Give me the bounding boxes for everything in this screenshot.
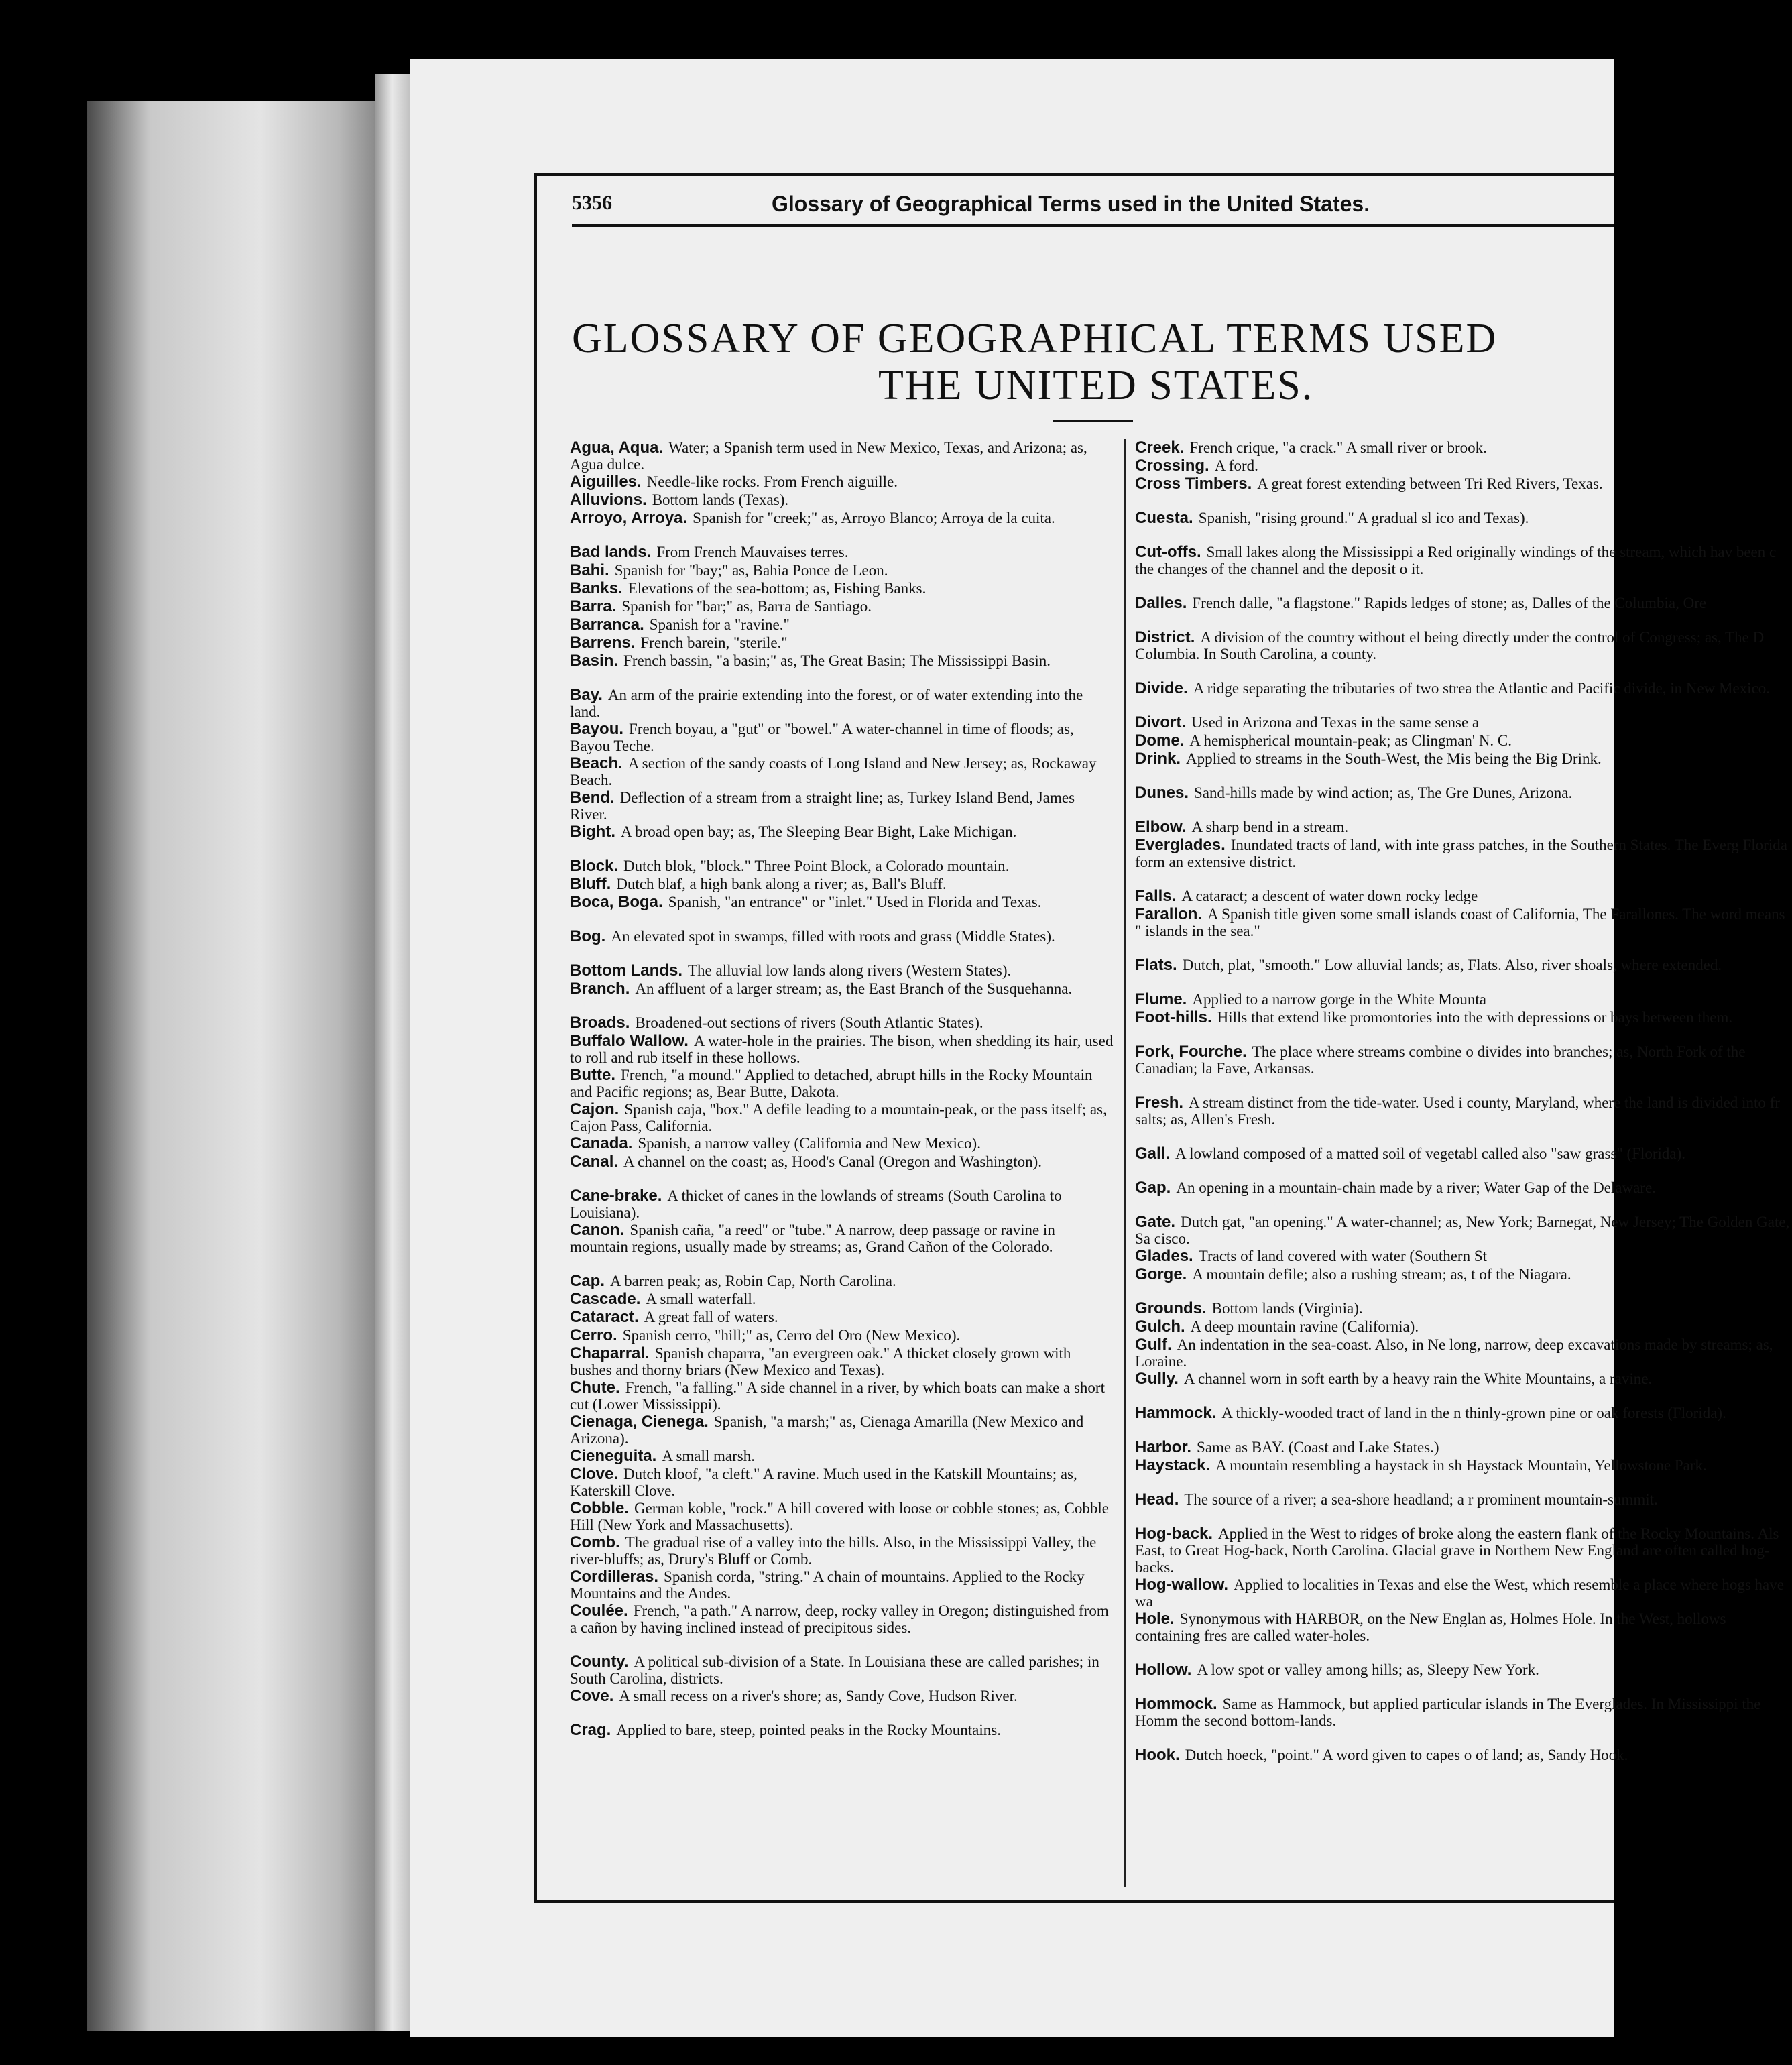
column-divider [1124, 439, 1126, 1887]
glossary-term: Gulf. [1135, 1336, 1172, 1354]
glossary-term: Cane-brake. [570, 1187, 662, 1205]
glossary-term: Hog-back. [1135, 1525, 1213, 1543]
glossary-entry [570, 598, 1114, 616]
glossary-term: Foot-hills. [1135, 1008, 1212, 1026]
glossary-entry [1135, 457, 1792, 475]
glossary-entry [1135, 1336, 1792, 1370]
glossary-term: Aiguilles. [570, 473, 642, 491]
glossary-entry [570, 858, 1114, 876]
glossary-definition: A lowland composed of a matted soil of vegetabl called also "saw grass" (Florida). [1175, 1145, 1686, 1162]
glossary-term: Dalles. [1135, 594, 1187, 612]
glossary-entry [1135, 1248, 1792, 1266]
glossary-definition: Same as BAY. (Coast and Lake States.) [1197, 1439, 1439, 1456]
glossary-definition: A channel worn in soft earth by a heavy rain the White Mountains, a ravine. [1183, 1370, 1653, 1387]
glossary-entry [570, 544, 1114, 562]
glossary-entry [1135, 991, 1792, 1009]
glossary-definition: Dutch, plat, "smooth." Low alluvial lands; as, Flats. Also, river shoals, where extended. [1182, 957, 1722, 973]
glossary-term: Buffalo Wallow. [570, 1032, 689, 1050]
glossary-entry [570, 580, 1114, 598]
glossary-entry [570, 823, 1114, 858]
glossary-definition: Applied to localities in Texas and else the West, which resemble a place where hogs have wa [1135, 1576, 1784, 1610]
glossary-definition: An arm of the prairie extending into the forest, or of water extending into the land. [570, 687, 1083, 720]
glossary-term: Flume. [1135, 990, 1187, 1008]
glossary-definition: Spanish for "creek;" as, Arroyo Blanco; Arroya de la cuita. [693, 510, 1055, 526]
glossary-term: Fork, Fourche. [1135, 1043, 1247, 1061]
glossary-term: District. [1135, 628, 1195, 646]
glossary-definition: French bassin, "a basin;" as, The Great Basin; The Mississippi Basin. [623, 652, 1051, 669]
glossary-term: Crag. [570, 1721, 611, 1739]
glossary-definition: French, "a mound." Applied to detached, abrupt hills in the Rocky Mountain and Pacific regions; as, Bear Butte, Dakota. [570, 1067, 1093, 1100]
glossary-term: Coulée. [570, 1602, 628, 1620]
glossary-entry [1135, 714, 1792, 732]
glossary-entry [570, 1187, 1114, 1222]
glossary-term: Chaparral. [570, 1344, 650, 1362]
glossary-entry [1135, 1370, 1792, 1405]
glossary-entry [570, 491, 1114, 510]
glossary-entry [1135, 1439, 1792, 1457]
glossary-entry [570, 1101, 1114, 1135]
glossary-entry [570, 962, 1114, 980]
left-column [570, 439, 1114, 1740]
glossary-definition: A deep mountain ravine (California). [1190, 1318, 1419, 1335]
glossary-term: Harbor. [1135, 1438, 1192, 1456]
glossary-definition: Sand-hills made by wind action; as, The Gre Dunes, Arizona. [1194, 784, 1573, 801]
glossary-term: Cascade. [570, 1290, 641, 1308]
glossary-definition: Elevations of the sea-bottom; as, Fishing Banks. [628, 580, 927, 597]
glossary-term: Alluvions. [570, 491, 647, 509]
glossary-definition: A ridge separating the tributaries of two strea the Atlantic and Pacific divide, in New Mexico. [1193, 680, 1771, 697]
glossary-term: Bog. [570, 927, 606, 945]
glossary-definition: A stream distinct from the tide-water. Used i county, Maryland, where the land is divided into fr salts; as, Allen's Fresh. [1135, 1094, 1780, 1128]
glossary-term: County. [570, 1653, 629, 1671]
glossary-definition: Dutch blok, "block." Three Point Block, a Colorado mountain. [623, 858, 1010, 874]
glossary-term: Gall. [1135, 1144, 1171, 1163]
glossary-definition: An affluent of a larger stream; as, the East Branch of the Susquehanna. [635, 980, 1073, 997]
glossary-entry [570, 1653, 1114, 1688]
glossary-definition: French boyau, a "gut" or "bowel." A water-channel in time of floods; as, Bayou Teche. [570, 721, 1074, 754]
glossary-term: Chute. [570, 1378, 620, 1397]
glossary-definition: A small marsh. [662, 1448, 755, 1464]
glossary-definition: A mountain resembling a haystack in sh Haystack Mountain, Yellowstone Park. [1215, 1457, 1707, 1474]
glossary-entry [570, 687, 1114, 721]
glossary-definition: Bottom lands (Texas). [652, 491, 789, 508]
glossary-entry [1135, 957, 1792, 991]
glossary-definition: Applied to bare, steep, pointed peaks in the Rocky Mountains. [616, 1722, 1001, 1738]
glossary-term: Crossing. [1135, 457, 1209, 475]
glossary-entry [570, 439, 1114, 473]
glossary-term: Barra. [570, 597, 617, 615]
glossary-definition: Spanish chaparra, "an evergreen oak." A thicket closely grown with bushes and thorny briars (New Mexico and Texas). [570, 1345, 1071, 1378]
glossary-definition: Water; a Spanish term used in New Mexico, Texas, and Arizona; as, Agua dulce. [570, 439, 1087, 473]
glossary-entry [570, 1327, 1114, 1345]
glossary-entry [570, 1722, 1114, 1740]
glossary-term: Falls. [1135, 887, 1177, 905]
glossary-entry [570, 1448, 1114, 1466]
glossary-term: Glades. [1135, 1247, 1193, 1265]
glossary-definition: Tracts of land covered with water (Southern St [1198, 1248, 1488, 1264]
glossary-term: Bay. [570, 686, 603, 704]
glossary-definition: French dalle, "a flagstone." Rapids ledges of stone; as, Dalles of the Columbia, Ore [1192, 595, 1707, 611]
glossary-definition: A hemispherical mountain-peak; as Clingman' N. C. [1189, 732, 1512, 749]
glossary-term: Canal. [570, 1153, 619, 1171]
glossary-title-line-2: THE UNITED STATES. [878, 363, 1314, 408]
glossary-entry [1135, 1300, 1792, 1318]
title-rule [1053, 420, 1133, 422]
glossary-term: Divort. [1135, 713, 1187, 731]
glossary-term: Bahi. [570, 561, 609, 579]
glossary-entry [1135, 1043, 1792, 1094]
glossary-term: Bight. [570, 823, 615, 841]
glossary-entry [1135, 750, 1792, 784]
glossary-term: Bad lands. [570, 543, 652, 561]
glossary-term: Barrens. [570, 634, 636, 652]
glossary-entry [1135, 1405, 1792, 1439]
glossary-entry [1135, 1214, 1792, 1248]
glossary-entry [1135, 1457, 1792, 1491]
glossary-definition: Inundated tracts of land, with inte grass patches, in the Southern States. The Everg Florida form an extensive district. [1135, 837, 1787, 870]
glossary-definition: Dutch hoeck, "point." A word given to capes o of land; as, Sandy Hook. [1185, 1747, 1628, 1763]
glossary-entry [570, 876, 1114, 894]
glossary-entry [1135, 1266, 1792, 1300]
glossary-term: Canon. [570, 1221, 625, 1239]
glossary-entry [570, 789, 1114, 823]
glossary-definition: An elevated spot in swamps, filled with roots and grass (Middle States). [611, 928, 1055, 945]
glossary-entry [570, 894, 1114, 928]
glossary-entry [1135, 784, 1792, 819]
glossary-definition: An indentation in the sea-coast. Also, in Ne long, narrow, deep excavations made by streams; as, Loraine. [1135, 1336, 1773, 1370]
glossary-term: Gorge. [1135, 1265, 1187, 1283]
glossary-definition: Broadened-out sections of rivers (South Atlantic States). [635, 1014, 983, 1031]
glossary-entry [570, 1568, 1114, 1602]
glossary-definition: From French Mauvaises terres. [656, 544, 849, 560]
glossary-definition: A thickly-wooded tract of land in the n thinly-grown pine or oak forests (Florida). [1221, 1405, 1726, 1421]
glossary-definition: A great fall of waters. [644, 1309, 778, 1325]
glossary-entry [1135, 510, 1792, 544]
glossary-term: Bend. [570, 788, 615, 807]
glossary-entry [1135, 1576, 1792, 1610]
glossary-definition: Spanish caña, "a reed" or "tube." A narrow, deep passage or ravine in mountain regions, usually made by streams; as, Grand Cañon of the Colorado. [570, 1222, 1055, 1255]
glossary-term: Hook. [1135, 1746, 1180, 1764]
glossary-definition: Same as Hammock, but applied particular islands in The Everglades. In Mississippi the Homm the second bottom-lands. [1135, 1696, 1761, 1729]
glossary-entry [1135, 475, 1792, 510]
glossary-definition: A barren peak; as, Robin Cap, North Carolina. [610, 1273, 896, 1289]
glossary-entry [570, 1500, 1114, 1534]
glossary-term: Bluff. [570, 875, 611, 893]
glossary-definition: A division of the country without el being directly under the control of Congress; as, The D Columbia. In South Carolina, a county. [1135, 629, 1765, 662]
glossary-definition: A Spanish title given some small islands coast of California, The Farallones. The word means " islands in the sea." [1135, 906, 1785, 939]
glossary-term: Grounds. [1135, 1299, 1207, 1317]
glossary-entry [1135, 819, 1792, 837]
glossary-term: Cap. [570, 1272, 605, 1290]
glossary-entry [570, 1032, 1114, 1067]
glossary-definition: Spanish cerro, "hill;" as, Cerro del Oro (New Mexico). [622, 1327, 961, 1344]
running-header [572, 192, 1614, 227]
glossary-term: Dome. [1135, 731, 1185, 750]
glossary-definition: Dutch kloof, "a cleft." A ravine. Much used in the Katskill Mountains; as, Katerskill Clove. [570, 1466, 1077, 1499]
glossary-entry [570, 980, 1114, 1014]
glossary-term: Cienaga, Cienega. [570, 1413, 709, 1431]
glossary-term: Clove. [570, 1465, 619, 1483]
glossary-term: Flats. [1135, 956, 1177, 974]
glossary-term: Hog-wallow. [1135, 1576, 1229, 1594]
glossary-entry [570, 1379, 1114, 1413]
glossary-term: Agua, Aqua. [570, 438, 664, 457]
glossary-term: Cerro. [570, 1326, 617, 1344]
glossary-entry [570, 1067, 1114, 1101]
glossary-definition: A political sub-division of a State. In Louisiana these are called parishes; in South Carolina, districts. [570, 1653, 1099, 1687]
glossary-term: Block. [570, 857, 619, 875]
glossary-term: Hammock. [1135, 1404, 1217, 1422]
glossary-definition: Needle-like rocks. From French aiguille. [646, 473, 898, 490]
glossary-definition: French, "a path." A narrow, deep, rocky valley in Oregon; distinguished from a cañon by having inclined instead of precipitous sides. [570, 1602, 1109, 1636]
binding-gutter [87, 101, 402, 2031]
glossary-term: Cataract. [570, 1308, 639, 1326]
glossary-definition: A small waterfall. [646, 1291, 756, 1307]
glossary-entry [570, 721, 1114, 755]
glossary-definition: The source of a river; a sea-shore headland; a r prominent mountain-summit. [1184, 1491, 1658, 1508]
glossary-definition: A small recess on a river's shore; as, Sandy Cove, Hudson River. [619, 1688, 1018, 1704]
glossary-definition: Deflection of a stream from a straight line; as, Turkey Island Bend, James River. [570, 789, 1075, 823]
glossary-term: Cross Timbers. [1135, 475, 1252, 493]
glossary-entry [1135, 837, 1792, 888]
glossary-term: Drink. [1135, 750, 1181, 768]
glossary-definition: Applied in the West to ridges of broke along the eastern flank of the Rocky Mountains. Als East, to Great Hog-back, North Carolina. Glacial grave in Northern New England are often called hog-backs. [1135, 1525, 1779, 1576]
glossary-term: Beach. [570, 754, 623, 772]
glossary-entry [570, 510, 1114, 544]
glossary-term: Branch. [570, 980, 630, 998]
glossary-term: Gulch. [1135, 1317, 1185, 1336]
glossary-term: Hole. [1135, 1610, 1175, 1628]
glossary-entry [1135, 888, 1792, 906]
glossary-entry [570, 1222, 1114, 1273]
glossary-entry [570, 1309, 1114, 1327]
glossary-definition: The alluvial low lands along rivers (Western States). [688, 962, 1012, 979]
glossary-term: Cut-offs. [1135, 543, 1201, 561]
glossary-definition: Spanish for "bay;" as, Bahia Ponce de Leon. [614, 562, 888, 579]
glossary-term: Bayou. [570, 720, 624, 738]
glossary-entry [1135, 629, 1792, 680]
glossary-entry [570, 1153, 1114, 1187]
glossary-term: Hommock. [1135, 1695, 1217, 1713]
glossary-definition: Spanish caja, "box." A defile leading to a mountain-peak, or the pass itself; as, Cajon Pass, California. [570, 1101, 1107, 1134]
glossary-definition: Synonymous with HARBOR, on the New Englan as, Holmes Hole. In the West, hollows containing fres are called water-holes. [1135, 1610, 1726, 1644]
glossary-term: Creek. [1135, 438, 1185, 457]
glossary-term: Cajon. [570, 1100, 619, 1118]
glossary-definition: A ford. [1214, 457, 1258, 474]
glossary-entry [570, 1345, 1114, 1379]
glossary-entry [1135, 1747, 1792, 1781]
page-number: 5356 [572, 192, 612, 214]
glossary-definition: Spanish, "an entrance" or "inlet." Used in Florida and Texas. [668, 894, 1042, 910]
glossary-definition: Spanish for a "ravine." [649, 616, 790, 633]
glossary-term: Gully. [1135, 1370, 1179, 1388]
glossary-term: Basin. [570, 652, 619, 670]
glossary-entry [570, 1466, 1114, 1500]
glossary-entry [1135, 439, 1792, 457]
glossary-term: Cordilleras. [570, 1568, 659, 1586]
glossary-entry [570, 1602, 1114, 1653]
glossary-entry [570, 1273, 1114, 1291]
glossary-entry [570, 1014, 1114, 1032]
glossary-definition: A low spot or valley among hills; as, Sleepy New York. [1197, 1661, 1539, 1678]
glossary-entry [1135, 1145, 1792, 1179]
glossary-definition: Used in Arizona and Texas in the same sense a [1191, 714, 1480, 731]
glossary-definition: Bottom lands (Virginia). [1211, 1300, 1363, 1317]
glossary-entry [1135, 1179, 1792, 1214]
glossary-term: Elbow. [1135, 818, 1187, 836]
glossary-definition: Small lakes along the Mississippi a Red originally windings of the stream, which hav been c the changes of the channel and the deposit o it. [1135, 544, 1777, 577]
glossary-entry [1135, 906, 1792, 957]
glossary-term: Head. [1135, 1490, 1179, 1509]
glossary-definition: A water-hole in the prairies. The bison, when shedding its hair, used to roll and rub itself in these hollows. [570, 1032, 1114, 1066]
glossary-entry [570, 634, 1114, 652]
glossary-term: Divide. [1135, 679, 1188, 697]
glossary-definition: French, "a falling." A side channel in a river, by which boats can make a short cut (Lower Mississippi). [570, 1379, 1105, 1413]
glossary-term: Haystack. [1135, 1456, 1211, 1474]
glossary-term: Gap. [1135, 1179, 1171, 1197]
glossary-definition: Spanish for "bar;" as, Barra de Santiago. [621, 598, 872, 615]
glossary-definition: Hills that extend like promontories into the with depressions or bays between them. [1217, 1009, 1733, 1026]
glossary-term: Broads. [570, 1014, 630, 1032]
glossary-definition: The gradual rise of a valley into the hills. Also, in the Mississippi Valley, the river-bluffs; as, Drury's Bluff or Comb. [570, 1534, 1097, 1568]
right-column [1135, 438, 1790, 1781]
glossary-entry [1135, 1696, 1792, 1747]
glossary-entry [1135, 680, 1792, 714]
glossary-definition: French barein, "sterile." [640, 634, 788, 651]
glossary-term: Boca, Boga. [570, 893, 663, 911]
glossary-entry [570, 1135, 1114, 1153]
glossary-entry [570, 755, 1114, 789]
glossary-definition: Spanish corda, "string." A chain of mountains. Applied to the Rocky Mountains and the Andes. [570, 1568, 1085, 1602]
glossary-term: Butte. [570, 1066, 615, 1084]
glossary-title-line-1: GLOSSARY OF GEOGRAPHICAL TERMS USED [572, 316, 1498, 361]
glossary-definition: A broad open bay; as, The Sleeping Bear Bight, Lake Michigan. [620, 823, 1017, 840]
glossary-entry [1135, 732, 1792, 750]
glossary-term: Cobble. [570, 1499, 629, 1517]
glossary-term: Hollow. [1135, 1661, 1192, 1679]
glossary-definition: Spanish, "a marsh;" as, Cienaga Amarilla (New Mexico and Arizona). [570, 1413, 1084, 1447]
glossary-definition: A mountain defile; also a rushing stream; as, t of the Niagara. [1192, 1266, 1571, 1283]
page-edge-shadow [375, 74, 412, 2031]
glossary-definition: A sharp bend in a stream. [1191, 819, 1349, 835]
glossary-term: Everglades. [1135, 836, 1226, 854]
glossary-entry [1135, 1009, 1792, 1043]
glossary-entry [1135, 595, 1792, 629]
glossary-entry [1135, 544, 1792, 595]
glossary-entry [1135, 1610, 1792, 1661]
glossary-definition: Spanish, "rising ground." A gradual sl ico and Texas). [1198, 510, 1529, 526]
glossary-definition: French crique, "a crack." A small river or brook. [1189, 439, 1487, 456]
glossary-definition: A thicket of canes in the lowlands of streams (South Carolina to Louisiana). [570, 1187, 1062, 1221]
glossary-term: Dunes. [1135, 784, 1189, 802]
glossary-entry [1135, 1094, 1792, 1145]
glossary-entry [570, 616, 1114, 634]
glossary-definition: German koble, "rock." A hill covered with loose or cobble stones; as, Cobble Hill (New York and Massachusetts). [570, 1500, 1109, 1533]
glossary-definition: An opening in a mountain-chain made by a river; Water Gap of the Delaware. [1176, 1179, 1656, 1196]
glossary-definition: Spanish, a narrow valley (California and New Mexico). [638, 1135, 981, 1152]
glossary-entry [1135, 1318, 1792, 1336]
glossary-entry [570, 1534, 1114, 1568]
glossary-term: Farallon. [1135, 905, 1203, 923]
glossary-definition: The place where streams combine o divides into branches; as, North Fork of the Canadian; la Fave, Arkansas. [1135, 1043, 1746, 1077]
glossary-term: Barranca. [570, 615, 644, 634]
glossary-entry [570, 473, 1114, 491]
glossary-entry [570, 652, 1114, 687]
glossary-definition: A cataract; a descent of water down rocky ledge [1181, 888, 1478, 904]
glossary-term: Arroyo, Arroya. [570, 509, 688, 527]
glossary-entry [1135, 1491, 1792, 1525]
glossary-entry [570, 1688, 1114, 1722]
glossary-definition: Dutch blaf, a high bank along a river; as, Ball's Bluff. [616, 876, 947, 892]
glossary-term: Canada. [570, 1134, 633, 1153]
glossary-term: Bottom Lands. [570, 961, 682, 980]
glossary-entry [1135, 1525, 1792, 1576]
glossary-term: Cove. [570, 1687, 614, 1705]
glossary-entry [1135, 1661, 1792, 1696]
glossary-entry [570, 1413, 1114, 1448]
glossary-term: Gate. [1135, 1213, 1176, 1231]
glossary-definition: Dutch gat, "an opening." A water-channel; as, New York; Barnegat, New Jersey; The Golden Gate, Sa cisco. [1135, 1214, 1790, 1247]
glossary-entry [570, 562, 1114, 580]
glossary-definition: A great forest extending between Tri Red Rivers, Texas. [1257, 475, 1603, 492]
glossary-entry [570, 928, 1114, 962]
glossary-definition: A section of the sandy coasts of Long Island and New Jersey; as, Rockaway Beach. [570, 755, 1097, 788]
glossary-term: Fresh. [1135, 1094, 1184, 1112]
glossary-definition: Applied to streams in the South-West, the Mis being the Big Drink. [1186, 750, 1602, 767]
glossary-term: Banks. [570, 579, 623, 597]
running-title: Glossary of Geographical Terms used in the United States. [772, 192, 1370, 216]
glossary-term: Comb. [570, 1533, 620, 1551]
glossary-entry [570, 1291, 1114, 1309]
glossary-definition: Applied to a narrow gorge in the White Mounta [1192, 991, 1486, 1008]
glossary-term: Cieneguita. [570, 1447, 657, 1465]
glossary-definition: A channel on the coast; as, Hood's Canal (Oregon and Washington). [623, 1153, 1042, 1170]
glossary-term: Cuesta. [1135, 509, 1193, 527]
